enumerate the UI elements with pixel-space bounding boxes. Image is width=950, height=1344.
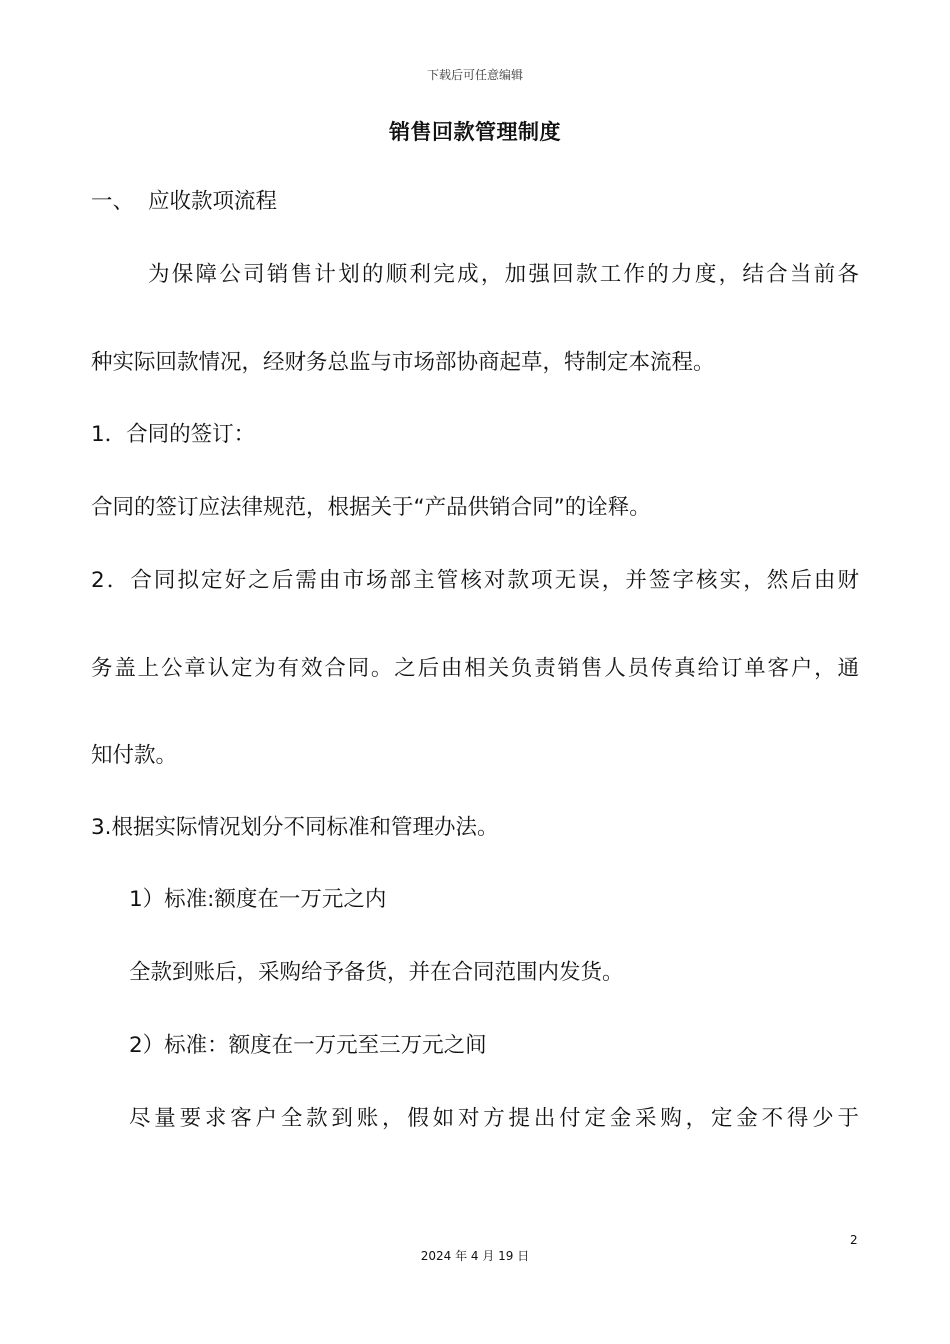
page-header: 下载后可任意编辑 [426,68,523,82]
page-number: 2 [850,1233,858,1247]
paragraph-intro-line-1: 为保障公司销售计划的顺利完成，加强回款工作的力度，结合当前各 [148,262,859,287]
item-1-heading: 1．合同的签订： [91,422,256,447]
item-2-line-2: 务盖上公章认定为有效合同。之后由相关负责销售人员传真给订单客户，通 [91,656,859,681]
standard-1-text: 全款到账后，采购给予备货，并在合同范围内发货。 [129,960,624,985]
standard-2-text: 尽量要求客户全款到账，假如对方提出付定金采购，定金不得少于 [129,1106,859,1131]
standard-2-heading: 2）标准：额度在一万元至三万元之间 [129,1033,487,1058]
standard-1-heading: 1）标准:额度在一万元之内 [129,887,387,912]
paragraph-intro-line-2: 种实际回款情况，经财务总监与市场部协商起草，特制定本流程。 [91,350,715,375]
item-3-text: 3.根据实际情况划分不同标准和管理办法。 [91,815,499,840]
document-title: 销售回款管理制度 [389,120,561,144]
item-1-text: 合同的签订应法律规范，根据关于“产品供销合同”的诠释。 [91,495,651,520]
section-heading: 应收款项流程 [148,189,278,214]
footer-date: 2024 年 4 月 19 日 [420,1249,530,1263]
section-number: 一、 [91,189,135,214]
item-2-line-1: 2．合同拟定好之后需由市场部主管核对款项无误，并签字核实，然后由财 [91,568,859,593]
item-2-line-3: 知付款。 [91,743,178,768]
